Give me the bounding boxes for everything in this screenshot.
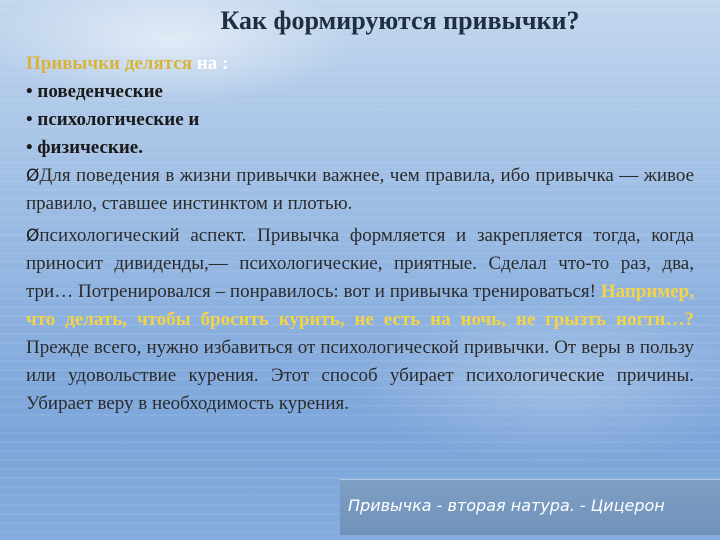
paragraph-behavior [26,162,694,218]
arrow-bullet-icon: Ø [26,226,40,246]
intro-prefix: Привычки делятся [26,53,193,74]
paragraph-behavior-text: Для поведения в жизни привычки важнее, чем правила, ибо привычка — живое правило, ставшее инстинктом и плотью. [26,165,694,214]
habit-type-item: • физические. [26,134,694,162]
arrow-bullet-icon: Ø [26,166,40,186]
quote-box [340,479,720,535]
intro-suffix: на : [192,53,229,74]
intro-line [26,50,694,78]
habit-types-list [26,78,694,162]
paragraph-psychology-start: психологический аспект. Привычка формляется и закрепляется тогда, когда приносит дивиденды,— психологические, приятные. Сделал что-то раз, два, три… Потренировался – понравилось: вот и привычка тренироваться! [26,225,694,302]
paragraph-psychology-end: Прежде всего, нужно избавиться от психологической привычки. От веры в пользу или удовольствие курения. Этот способ убирает психологические причины. Убирает веру в необходимость курения. [26,337,694,414]
paragraph-psychology [26,222,694,418]
habit-type-item: • психологические и [26,106,694,134]
slide-title: Как формируются привычки? [220,6,580,35]
quote-text: Привычка - вторая натура. - Цицерон [348,496,665,515]
habit-type-item: • поведенческие [26,78,694,106]
highlighted-question: Например, что делать, чтобы бросить курить, не есть на ночь, не грызть ногти…? [26,281,694,330]
slide-content [26,50,694,418]
